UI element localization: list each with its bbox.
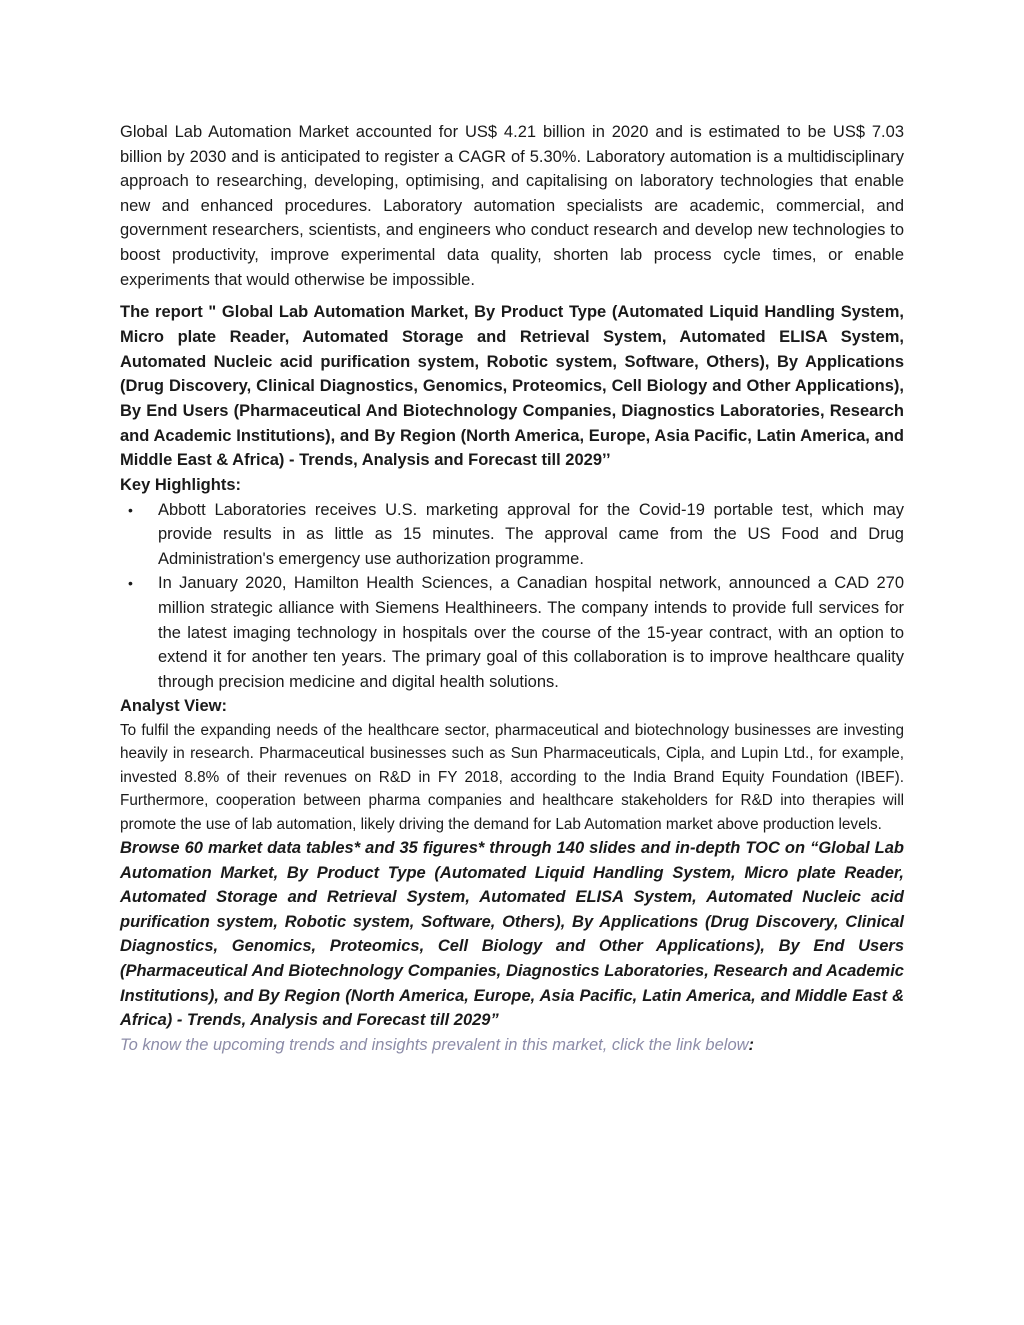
cta-colon: : [748,1035,755,1054]
browse-report-paragraph: Browse 60 market data tables* and 35 figures* through 140 slides and in-depth TOC on “Global Lab Automation Market, By Product Type (Automated Liquid Handling System, Micro plate Reader, Automated Storage and Retrieval System, Automated ELISA System, Automated Nucleic acid purification system, Robotic system, Software, Others), By Applications (Drug Discovery, Clinical Diagnostics, Genomics, Proteomics, Cell Biology and Other Applications), By End Users (Pharmaceutical And Biotechnology Companies, Diagnostics Laboratories, Research and Academic Institutions), and By Region (North America, Europe, Asia Pacific, Latin America, and Middle East & Africa) - Trends, Analysis and Forecast till 2029” [120,839,904,1030]
highlight-text: In January 2020, Hamilton Health Sciences, a Canadian hospital network, announced a CAD 270 million strategic alliance with Siemens Healthineers. The company intends to provide full services for the latest imaging technology in hospitals over the course of the 15-year contract, with an option to extend it for another ten years. The primary goal of this collaboration is to improve healthcare quality through precision medicine and digital health solutions. [158,574,904,691]
bullet-icon: • [128,501,133,518]
key-highlights-heading: Key Highlights: [120,476,242,495]
list-item [120,571,904,694]
list-item [120,498,904,572]
key-highlights-list [120,498,904,695]
cta-link-prompt [120,1033,904,1058]
highlight-text: Abbott Laboratories receives U.S. marketing approval for the Covid-19 portable test, which may provide results in as little as 15 minutes. The approval came from the US Food and Drug Administration's emergency use authorization programme. [158,500,904,568]
analyst-view-paragraph: To fulfil the expanding needs of the healthcare sector, pharmaceutical and biotechnology businesses are investing heavily in research. Pharmaceutical businesses such as Sun Pharmaceuticals, Cipla, and Lupin Ltd., for example, invested 8.8% of their revenues on R&D in FY 2018, according to the India Brand Equity Foundation (IBEF). Furthermore, cooperation between pharma companies and healthcare stakeholders for R&D into therapies will promote the use of lab automation, likely driving the demand for Lab Automation market above production levels. [120,722,904,833]
analyst-view-heading: Analyst View: [120,697,227,716]
bullet-icon: • [128,575,133,592]
cta-text: To know the upcoming trends and insights prevalent in this market, click the link below [120,1035,749,1054]
intro-paragraph: Global Lab Automation Market accounted for US$ 4.21 billion in 2020 and is estimated to be US$ 7.03 billion by 2030 and is anticipated to register a CAGR of 5.30%. Laboratory automation is a multidisciplinary approach to researching, developing, optimising, and capitalising on laboratory technologies that enable new and enhanced procedures. Laboratory automation specialists are academic, commercial, and government researchers, scientists, and engineers who conduct research and develop new technologies to boost productivity, improve experimental data quality, shorten lab process cycle times, or enable experiments that would otherwise be impossible. [120,123,904,289]
document-page [120,120,904,1057]
report-title: The report " Global Lab Automation Market, By Product Type (Automated Liquid Handling System, Micro plate Reader, Automated Storage and Retrieval System, Automated ELISA System, Automated Nucleic acid purification system, Robotic system, Software, Others), By Applications (Drug Discovery, Clinical Diagnostics, Genomics, Proteomics, Cell Biology and Other Applications), By End Users (Pharmaceutical And Biotechnology Companies, Diagnostics Laboratories, Research and Academic Institutions), and By Region (North America, Europe, Asia Pacific, Latin America, and Middle East & Africa) - Trends, Analysis and Forecast till 2029’’ [120,303,904,470]
